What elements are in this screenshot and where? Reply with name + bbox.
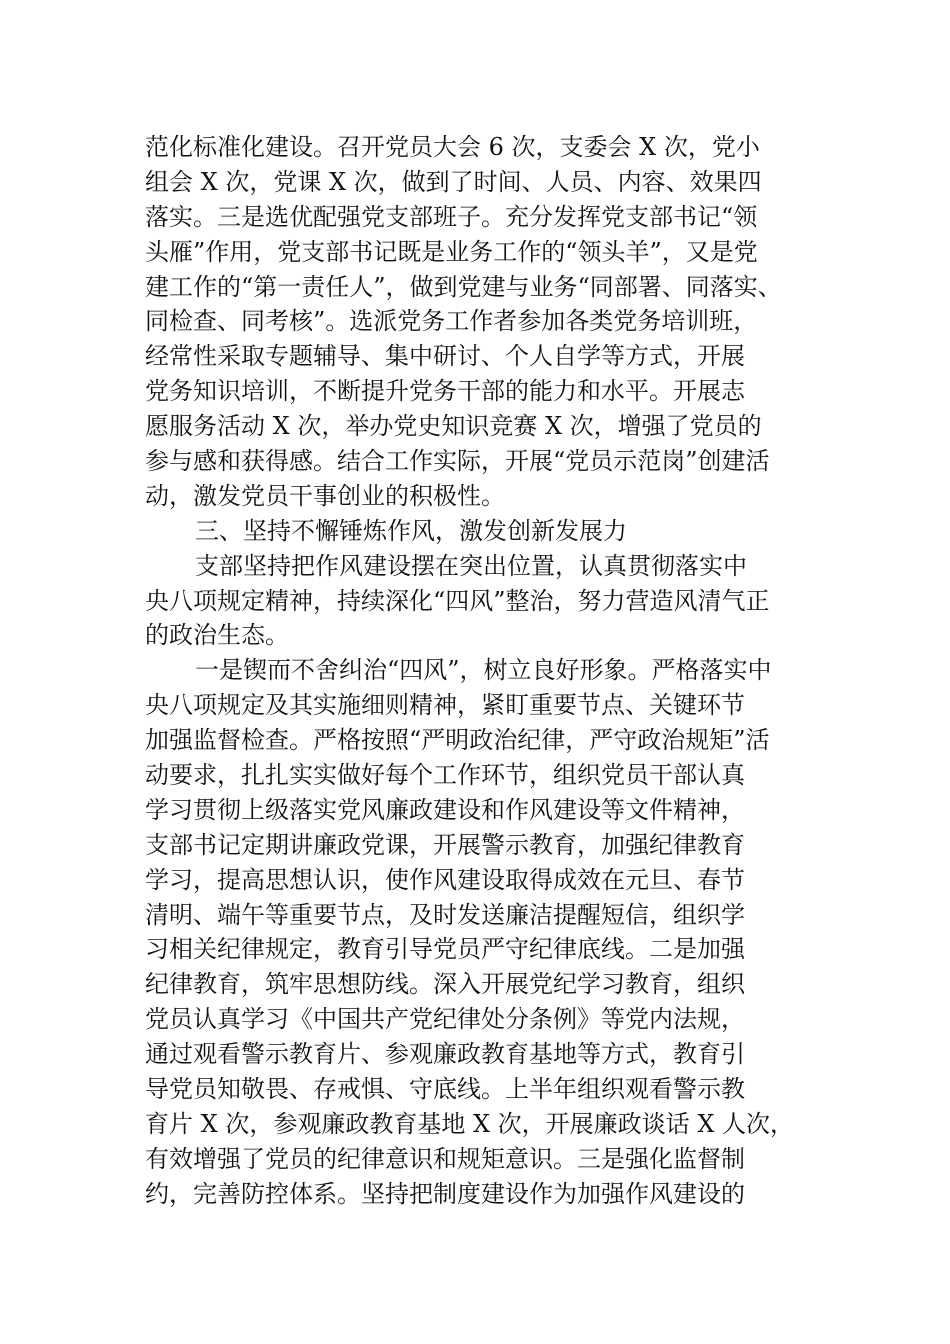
text-line: 清明、端午等重要节点，及时发送廉洁提醒短信，组织学 [145,900,745,929]
text-line: 落实。三是选优配强党支部班子。充分发挥党支部书记“领 [145,202,758,231]
text-line: 头雁”作用，党支部书记既是业务工作的“领头羊”，又是党 [145,237,758,266]
text-line: 纪律教育，筑牢思想防线。深入开展党纪学习教育，组织 [145,970,745,999]
text-line: 动要求，扎扎实实做好每个工作环节，组织党员干部认真 [145,761,745,790]
text-line: 的政治生态。 [145,621,289,650]
text-line: 学习，提高思想认识，使作风建设取得成效在元旦、春节 [145,865,745,894]
text-line: 组会 X 次，党课 X 次，做到了时间、人员、内容、效果四 [145,167,762,196]
text-line: 学习贯彻上级落实党风廉政建设和作风建设等文件精神， [145,795,745,824]
text-line: 习相关纪律规定，教育引导党员严守纪律底线。二是加强 [145,935,745,964]
text-line: 愿服务活动 X 次，举办党史知识竞赛 X 次，增强了党员的 [145,412,762,441]
text-line: 导党员知敬畏、存戒惧、守底线。上半年组织观看警示教 [145,1075,745,1104]
text-line: 央八项规定精神，持续深化“四风”整治，努力营造风清气正 [145,586,770,615]
text-line: 支部书记定期讲廉政党课，开展警示教育，加强纪律教育 [145,830,745,859]
text-line: 有效增强了党员的纪律意识和规矩意识。三是强化监督制 [145,1144,745,1173]
text-line: 通过观看警示教育片、参观廉政教育基地等方式，教育引 [145,1040,745,1069]
text-line: 约，完善防控体系。坚持把制度建设作为加强作风建设的 [145,1179,745,1208]
paragraph-first-line: 一是锲而不舍纠治“四风”，树立良好形象。严格落实中 [195,656,772,685]
text-line: 加强监督检查。严格按照“严明政治纪律，严守政治规矩”活 [145,726,770,755]
text-line: 范化标准化建设。召开党员大会 6 次，支委会 X 次，党小 [145,133,760,161]
text-line: 参与感和获得感。结合工作实际，开展“党员示范岗”创建活 [145,447,770,476]
text-line: 育片 X 次，参观廉政教育基地 X 次，开展廉政谈话 X 人次， [145,1109,795,1138]
text-line: 建工作的“第一责任人”，做到党建与业务“同部署、同落实、 [145,272,782,301]
section-heading: 三、坚持不懈锤炼作风，激发创新发展力 [195,516,627,545]
text-line: 央八项规定及其实施细则精神，紧盯重要节点、关键环节 [145,691,745,720]
text-line: 党务知识培训，不断提升党务干部的能力和水平。开展志 [145,377,745,406]
document-body [145,130,845,1212]
text-line: 同检查、同考核”。选派党务工作者参加各类党务培训班， [145,307,758,336]
text-line: 动，激发党员干事创业的积极性。 [145,481,505,510]
text-line: 经常性采取专题辅导、集中研讨、个人自学等方式，开展 [145,342,745,371]
paragraph-first-line: 支部坚持把作风建设摆在突出位置，认真贯彻落实中 [195,551,747,580]
text-line: 党员认真学习《中国共产党纪律处分条例》等党内法规， [145,1005,745,1034]
